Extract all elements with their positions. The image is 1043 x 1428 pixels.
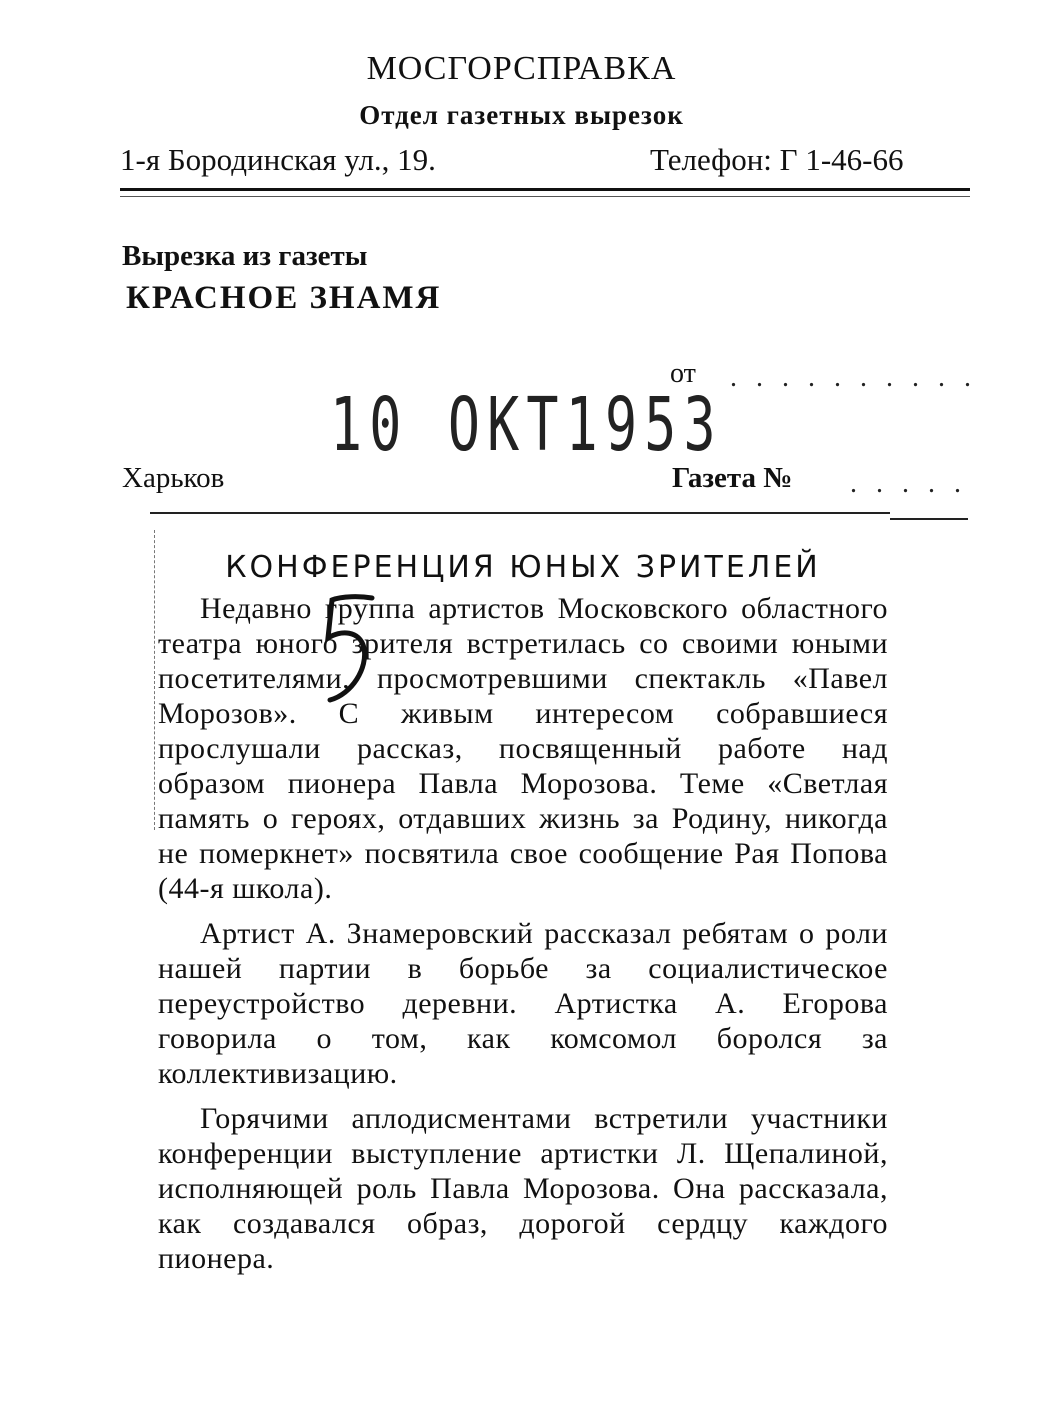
newspaper-name: КРАСНОЕ ЗНАМЯ — [126, 280, 442, 316]
source-divider-tail — [890, 518, 968, 520]
agency-title: МОСГОРСПРАВКА — [366, 50, 677, 87]
city-label: Харьков — [122, 462, 225, 494]
article-headline: КОНФЕРЕНЦИЯ ЮНЫХ ЗРИТЕЛЕЙ — [225, 550, 821, 585]
article-paragraph: Недавно группа артистов Московского областного театра юного зрителя встретилась со своими юными посетителями, просмотревшими спектакль «Павел Морозов». С живым интересом собравшиеся прослушали рассказ, посвященный работе над образом пионера Павла Морозова. Теме «Светлая память о героях, отдавших жизнь за Родину, никогда не померкнет» посвятила свое сообщение Рая Попова (44-я школа). — [158, 592, 888, 905]
date-stamp: 10 ОКТ1953 — [330, 382, 723, 468]
date-from-dots: . . . . . . . . . . — [730, 362, 977, 393]
date-from-label: от — [670, 358, 696, 389]
header-divider-thin — [120, 196, 970, 197]
agency-address: 1-я Бородинская ул., 19. — [120, 142, 436, 177]
issue-number-dots: . . . . . — [850, 468, 967, 499]
handwritten-mark-5 — [320, 590, 380, 710]
header-divider — [120, 188, 970, 191]
issue-number-label: Газета № — [672, 462, 793, 494]
department-title: Отдел газетных вырезок — [359, 100, 684, 130]
cut-from-label: Вырезка из газеты — [122, 240, 368, 272]
article — [158, 540, 888, 1286]
clipping-cut-edge — [154, 530, 156, 830]
agency-phone: Телефон: Г 1-46-66 — [650, 142, 904, 177]
source-divider — [150, 512, 890, 514]
article-paragraph: Артист А. Знамеровский рассказал ребятам о роли нашей партии в борьбе за социалистическое переустройство деревни. Артистка А. Егорова говорила о том, как комсомол боролся за коллективизацию. — [158, 917, 888, 1090]
article-paragraph: Горячими аплодисментами встретили участники конференции выступление артистки Л. Щепалиной, исполняющей роль Павла Морозова. Она рассказала, как создавался образ, дорогой сердцу каждого пионера. — [158, 1102, 888, 1275]
